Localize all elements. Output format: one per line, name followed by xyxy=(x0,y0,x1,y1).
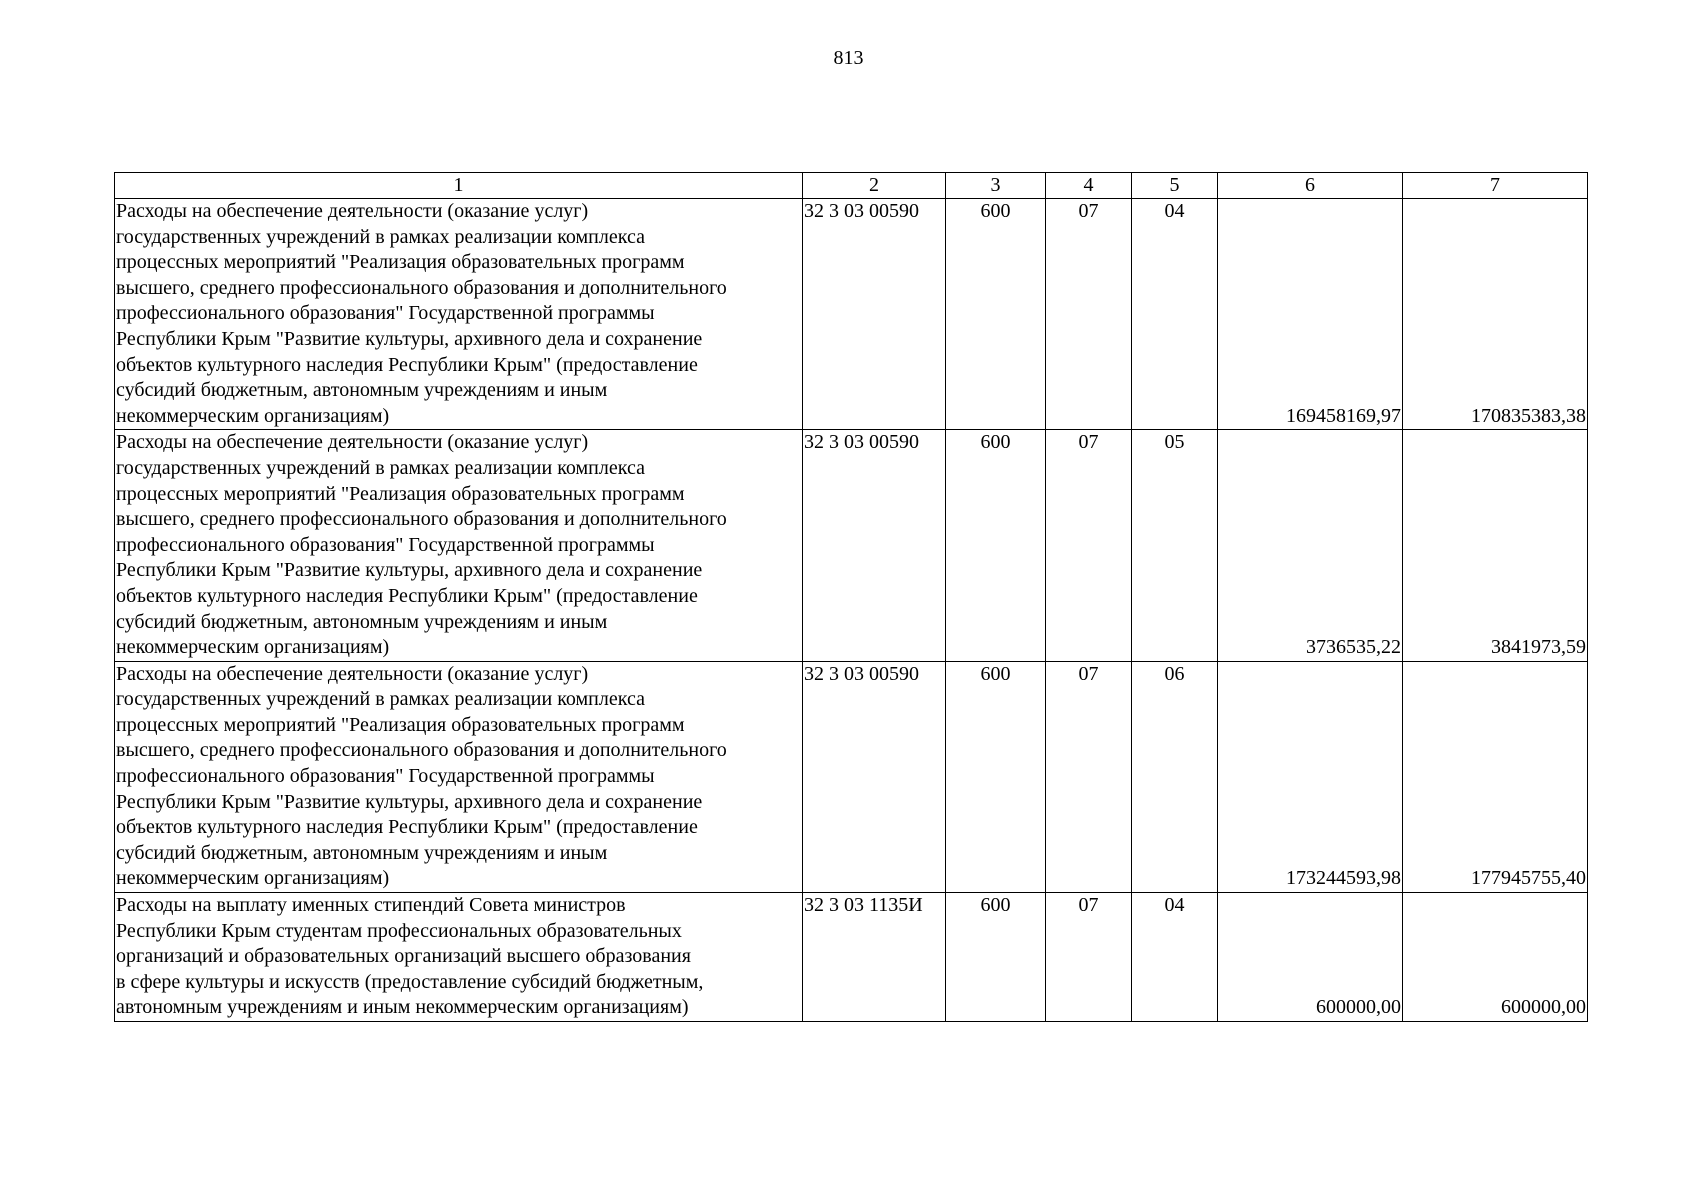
description-line: организаций и образовательных организаций высшего образования xyxy=(116,945,691,968)
description-line: некоммерческим организациям) xyxy=(116,867,390,890)
description-line: объектов культурного наследия Республики Крым" (предоставление xyxy=(116,816,698,839)
table-header-row xyxy=(115,173,1588,199)
row-expense-type: 600 xyxy=(946,199,1046,430)
table-row xyxy=(115,199,1588,430)
row-amount-col6: 600000,00 xyxy=(1218,893,1403,1022)
row-amount-col6: 173244593,98 xyxy=(1218,661,1403,892)
table-row xyxy=(115,430,1588,661)
row-description xyxy=(115,893,803,1022)
description-line: высшего, среднего профессионального образования и дополнительного xyxy=(116,739,727,762)
row-program-code: 32 3 03 00590 xyxy=(803,430,946,661)
row-description xyxy=(115,430,803,661)
row-program-code: 32 3 03 00590 xyxy=(803,661,946,892)
row-amount-col7: 3841973,59 xyxy=(1403,430,1588,661)
description-line: высшего, среднего профессионального образования и дополнительного xyxy=(116,276,727,299)
column-header-4: 4 xyxy=(1046,173,1132,199)
row-section: 07 xyxy=(1046,661,1132,892)
row-subsection: 06 xyxy=(1132,661,1218,892)
description-line: автономным учреждениям и иным некоммерческим организациям) xyxy=(116,996,689,1019)
description-line: Расходы на выплату именных стипендий Совета министров xyxy=(116,894,626,917)
description-line: процессных мероприятий "Реализация образовательных программ xyxy=(116,482,685,505)
row-amount-col6: 3736535,22 xyxy=(1218,430,1403,661)
description-line: государственных учреждений в рамках реализации комплекса xyxy=(116,688,645,711)
description-line: объектов культурного наследия Республики Крым" (предоставление xyxy=(116,584,698,607)
description-line: Республики Крым "Развитие культуры, архивного дела и сохранение xyxy=(116,327,703,350)
row-expense-type: 600 xyxy=(946,893,1046,1022)
table-row xyxy=(115,661,1588,892)
row-amount-col6: 169458169,97 xyxy=(1218,199,1403,430)
description-line: профессионального образования" Государственной программы xyxy=(116,765,655,788)
description-line: некоммерческим организациям) xyxy=(116,404,390,427)
description-line: высшего, среднего профессионального образования и дополнительного xyxy=(116,508,727,531)
description-line: субсидий бюджетным, автономным учреждениям и иным xyxy=(116,379,608,402)
column-header-1: 1 xyxy=(115,173,803,199)
description-line: профессионального образования" Государственной программы xyxy=(116,302,655,325)
row-expense-type: 600 xyxy=(946,661,1046,892)
row-section: 07 xyxy=(1046,893,1132,1022)
description-line: Расходы на обеспечение деятельности (оказание услуг) xyxy=(116,431,589,454)
row-amount-col7: 170835383,38 xyxy=(1403,199,1588,430)
column-header-6: 6 xyxy=(1218,173,1403,199)
row-subsection: 04 xyxy=(1132,199,1218,430)
description-line: процессных мероприятий "Реализация образовательных программ xyxy=(116,713,685,736)
description-line: профессионального образования" Государственной программы xyxy=(116,533,655,556)
description-line: Расходы на обеспечение деятельности (оказание услуг) xyxy=(116,200,589,222)
row-section: 07 xyxy=(1046,430,1132,661)
table-row xyxy=(115,893,1588,1022)
description-line: процессных мероприятий "Реализация образовательных программ xyxy=(116,251,685,274)
row-amount-col7: 177945755,40 xyxy=(1403,661,1588,892)
row-expense-type: 600 xyxy=(946,430,1046,661)
row-program-code: 32 3 03 1135И xyxy=(803,893,946,1022)
description-line: субсидий бюджетным, автономным учреждениям и иным xyxy=(116,841,608,864)
row-program-code: 32 3 03 00590 xyxy=(803,199,946,430)
row-description xyxy=(115,661,803,892)
row-subsection: 04 xyxy=(1132,893,1218,1022)
description-line: объектов культурного наследия Республики Крым" (предоставление xyxy=(116,353,698,376)
description-line: государственных учреждений в рамках реализации комплекса xyxy=(116,456,645,479)
column-header-2: 2 xyxy=(803,173,946,199)
column-header-3: 3 xyxy=(946,173,1046,199)
column-header-5: 5 xyxy=(1132,173,1218,199)
row-section: 07 xyxy=(1046,199,1132,430)
column-header-7: 7 xyxy=(1403,173,1588,199)
row-amount-col7: 600000,00 xyxy=(1403,893,1588,1022)
description-line: Республики Крым "Развитие культуры, архивного дела и сохранение xyxy=(116,559,703,582)
page-number: 813 xyxy=(833,47,864,69)
description-line: государственных учреждений в рамках реализации комплекса xyxy=(116,225,645,248)
description-line: Республики Крым студентам профессиональных образовательных xyxy=(116,919,682,942)
description-line: в сфере культуры и искусств (предоставление субсидий бюджетным, xyxy=(116,970,704,993)
description-line: субсидий бюджетным, автономным учреждениям и иным xyxy=(116,610,608,633)
description-line: Республики Крым "Развитие культуры, архивного дела и сохранение xyxy=(116,790,703,813)
description-line: некоммерческим организациям) xyxy=(116,636,390,659)
budget-table xyxy=(114,172,1588,1022)
description-line: Расходы на обеспечение деятельности (оказание услуг) xyxy=(116,662,589,685)
row-subsection: 05 xyxy=(1132,430,1218,661)
row-description xyxy=(115,199,803,430)
